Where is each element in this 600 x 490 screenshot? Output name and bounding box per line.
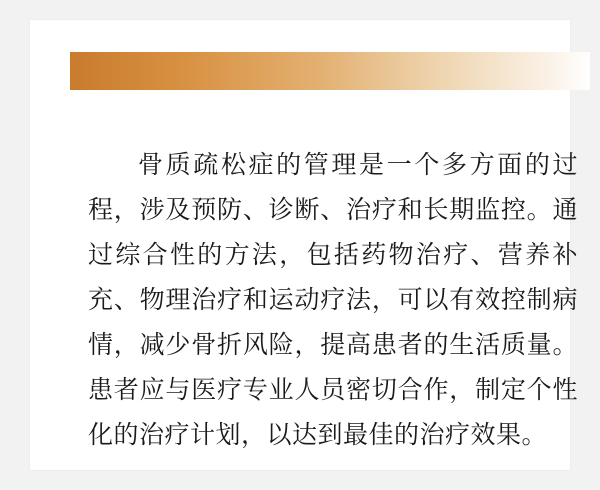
document-card	[30, 20, 578, 470]
header-accent-bar	[70, 52, 590, 90]
body-paragraph: 骨质疏松症的管理是一个多方面的过程，涉及预防、诊断、治疗和长期监控。通过综合性的方法，包括药物治疗、营养补充、物理治疗和运动疗法，可以有效控制病情，减少骨折风险，提高患者的生活质量。患者应与医疗专业人员密切合作，制定个性化的治疗计划，以达到最佳的治疗效果。	[88, 151, 578, 449]
